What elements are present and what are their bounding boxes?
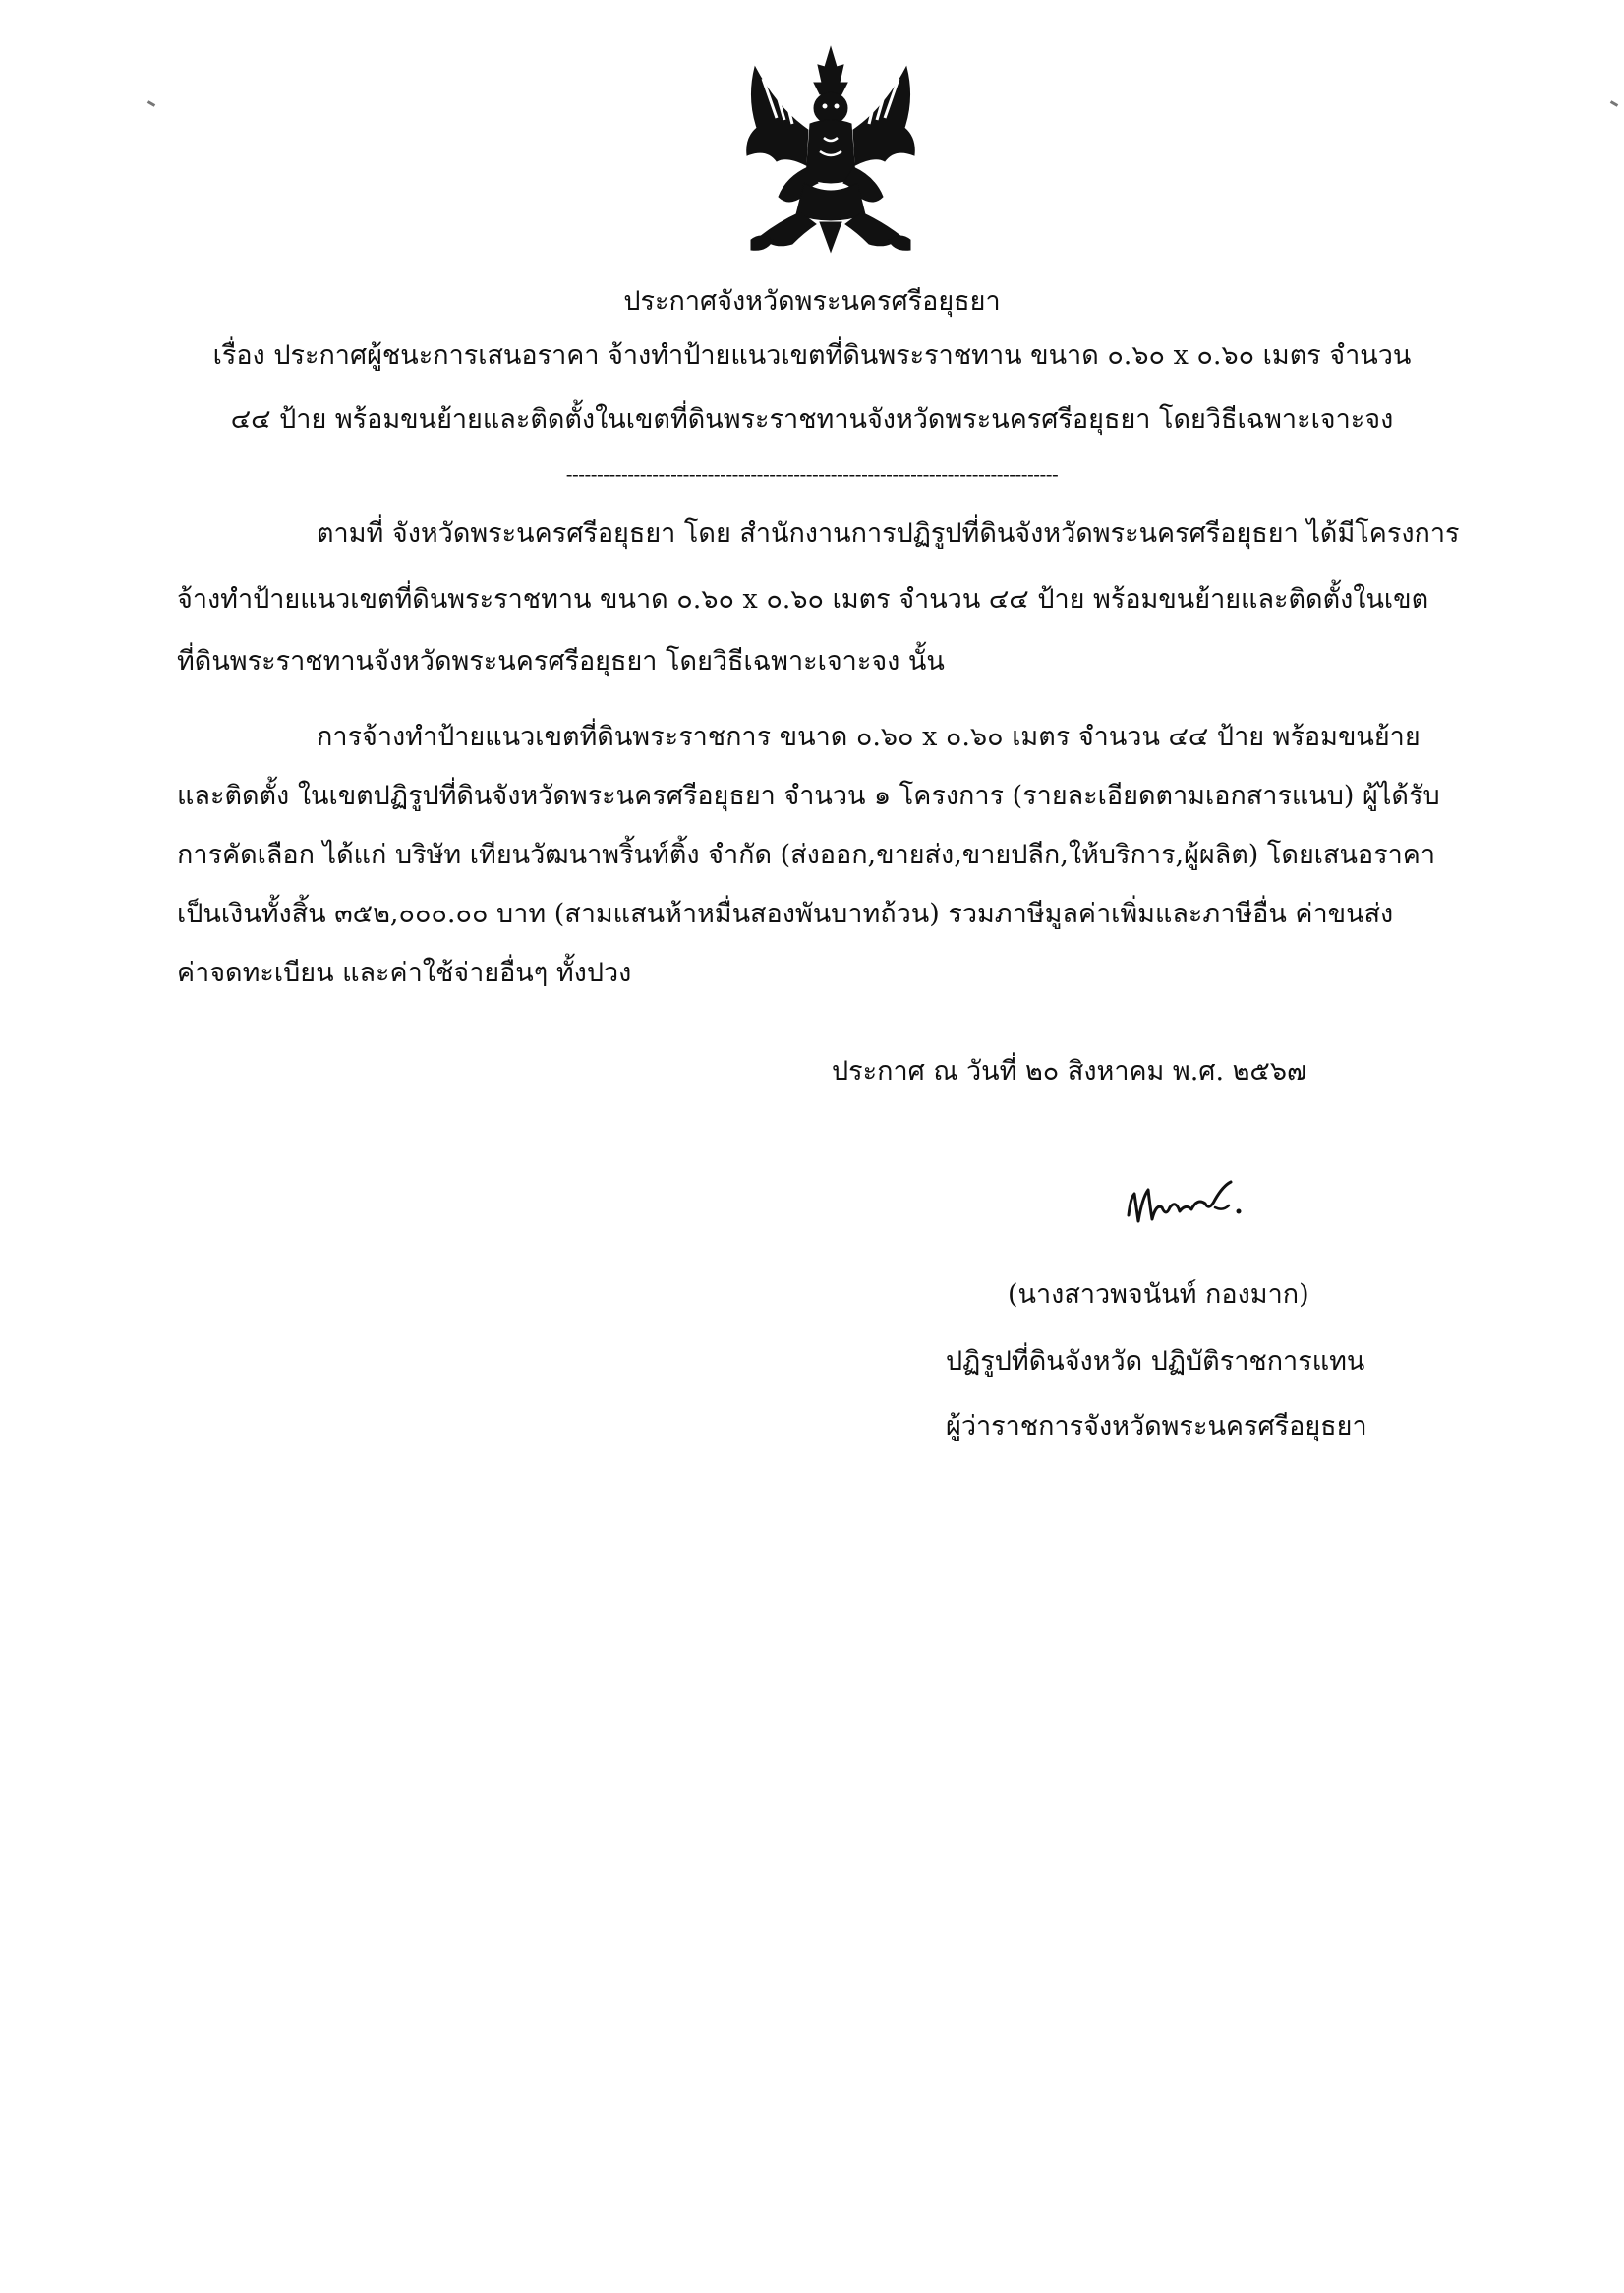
handwritten-signature [1121, 1168, 1268, 1237]
garuda-emblem-icon [718, 39, 944, 265]
paragraph-2-line-2: และติดตั้ง ในเขตปฏิรูปที่ดินจังหวัดพระนครศรีอยุธยา จำนวน ๑ โครงการ (รายละเอียดตามเอกสารแนบ) ผู้ได้รับ [177, 781, 1440, 811]
paragraph-2-line-1: การจ้างทำป้ายแนวเขตที่ดินพระราชการ ขนาด ๐.๖๐ x ๐.๖๐ เมตร จำนวน ๔๔ ป้าย พร้อมขนย้าย [317, 722, 1421, 752]
separator-line: -------------------------------------------------------------------------------- [565, 462, 1059, 486]
scan-mark [1610, 100, 1618, 107]
scan-mark [147, 100, 155, 107]
signer-position-2: ผู้ว่าราชการจังหวัดพระนครศรีอยุธยา [946, 1411, 1367, 1441]
signer-name: (นางสาวพจนันท์ กองมาก) [1008, 1279, 1309, 1310]
subject-line-1: เรื่อง ประกาศผู้ชนะการเสนอราคา จ้างทำป้ายแนวเขตที่ดินพระราชทาน ขนาด ๐.๖๐ x ๐.๖๐ เมตร จำนวน [212, 340, 1412, 371]
subject-line-2: ๔๔ ป้าย พร้อมขนย้ายและติดตั้งในเขตที่ดินพระราชทานจังหวัดพระนครศรีอยุธยา โดยวิธีเฉพาะเจาะจง [230, 404, 1394, 435]
signer-position-1: ปฏิรูปที่ดินจังหวัด ปฏิบัติราชการแทน [946, 1346, 1365, 1377]
paragraph-1-line-2: จ้างทำป้ายแนวเขตที่ดินพระราชทาน ขนาด ๐.๖๐ x ๐.๖๐ เมตร จำนวน ๔๔ ป้าย พร้อมขนย้ายและติดตั้งในเขต [177, 584, 1429, 615]
paragraph-1-line-1: ตามที่ จังหวัดพระนครศรีอยุธยา โดย สำนักงานการปฏิรูปที่ดินจังหวัดพระนครศรีอยุธยา ได้มีโครงการ [317, 518, 1460, 549]
announcement-title: ประกาศจังหวัดพระนครศรีอยุธยา [623, 286, 1001, 317]
paragraph-2-line-5: ค่าจดทะเบียน และค่าใช้จ่ายอื่นๆ ทั้งปวง [177, 958, 632, 988]
paragraph-1-line-3: ที่ดินพระราชทานจังหวัดพระนครศรีอยุธยา โดยวิธีเฉพาะเจาะจง นั้น [177, 646, 945, 676]
paragraph-2-line-4: เป็นเงินทั้งสิ้น ๓๕๒,๐๐๐.๐๐ บาท (สามแสนห้าหมื่นสองพันบาทถ้วน) รวมภาษีมูลค่าเพิ่มและภาษีอื่น ค่าขนส่ง [177, 899, 1394, 929]
paragraph-2-line-3: การคัดเลือก ได้แก่ บริษัท เทียนวัฒนาพริ้นท์ติ้ง จำกัด (ส่งออก,ขายส่ง,ขายปลีก,ให้บริการ,ผู้ผลิต) โดยเสนอราคา [177, 840, 1436, 870]
announcement-date: ประกาศ ณ วันที่ ๒๐ สิงหาคม พ.ศ. ๒๕๖๗ [832, 1056, 1307, 1087]
